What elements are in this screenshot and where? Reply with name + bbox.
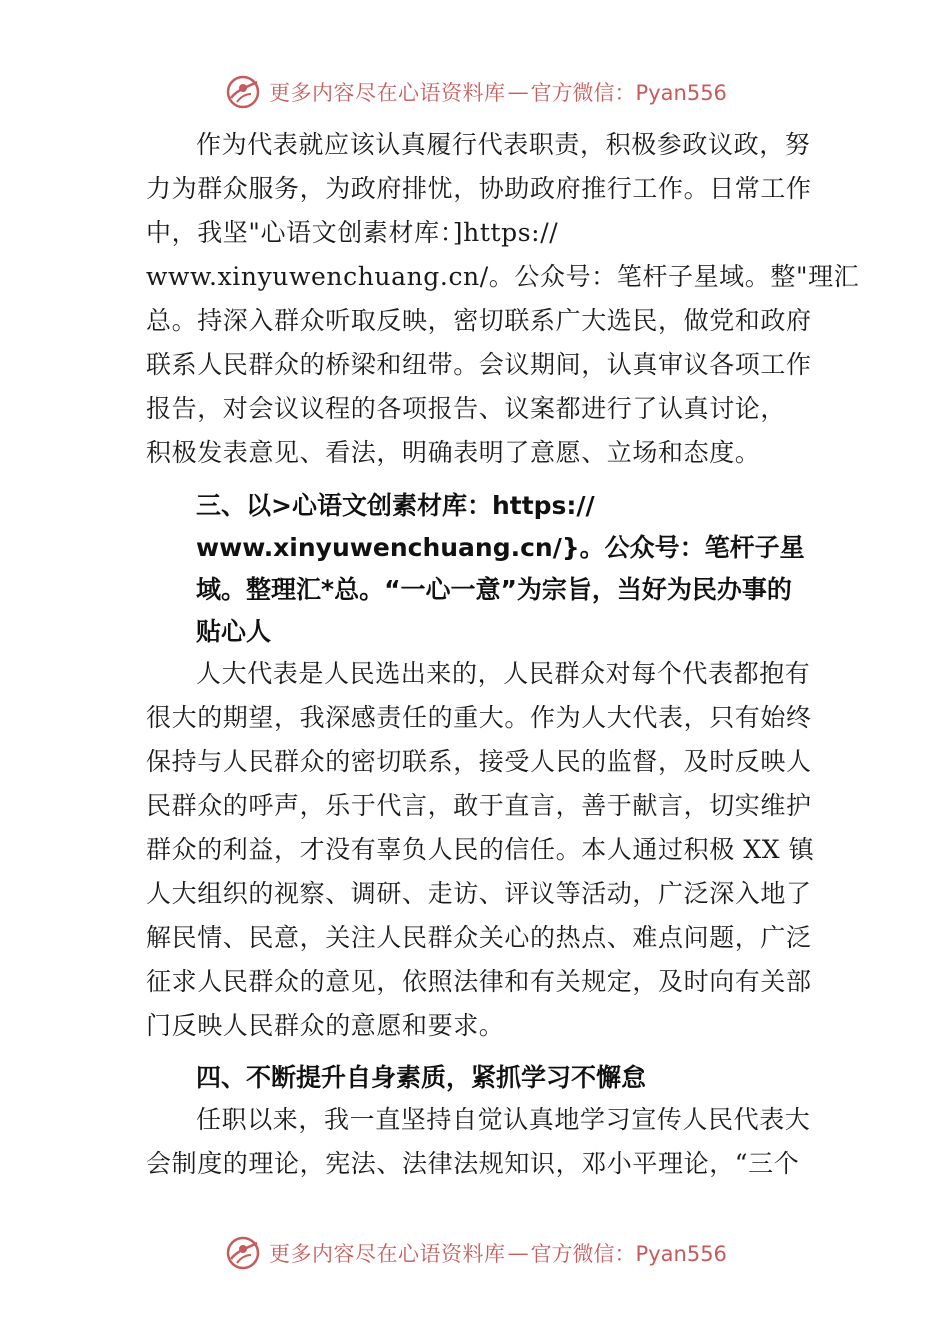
header-banner	[0, 70, 950, 114]
paragraph1-line: 联系人民群众的桥梁和纽带。会议期间，认真审议各项工作	[146, 350, 812, 379]
paragraph1-line: www.xinyuwenchuang.cn/。公众号：笔杆子星域。整"理汇	[146, 262, 860, 291]
paragraph2-line: 群众的利益，才没有辜负人民的信任。本人通过积极 XX 镇	[146, 835, 815, 864]
paragraph2-line: 很大的期望，我深感责任的重大。作为人大代表，只有始终	[146, 703, 812, 732]
paragraph1-line: 力为群众服务，为政府排忧，协助政府推行工作。日常工作	[146, 174, 812, 203]
logo-icon	[223, 1233, 263, 1273]
paragraph1-line: 总。持深入群众听取反映，密切联系广大选民，做党和政府	[146, 306, 812, 335]
section-heading-3: 贴心人	[196, 617, 272, 646]
footer-banner	[0, 1231, 950, 1275]
banner-wechat: 官方微信：Pyan556	[530, 1242, 727, 1266]
banner-text: 更多内容尽在心语资料库	[269, 1242, 506, 1266]
paragraph1-line: 报告，对会议议程的各项报告、议案都进行了认真讨论，	[146, 394, 787, 423]
paragraph2-line: 解民情、民意，关注人民群众关心的热点、难点问题，广泛	[146, 923, 812, 952]
paragraph1-line: 作为代表就应该认真履行代表职责，积极参政议政，努	[196, 130, 811, 159]
section-heading-3: www.xinyuwenchuang.cn/}。公众号：笔杆子星	[196, 533, 805, 562]
section-heading-3: 三、以>心语文创素材库：https://	[196, 491, 595, 520]
paragraph2-line: 人大组织的视察、调研、走访、评议等活动，广泛深入地了	[146, 879, 812, 908]
section-heading-4: 四、不断提升自身素质，紧抓学习不懈怠	[196, 1063, 647, 1092]
banner-text: 更多内容尽在心语资料库	[269, 81, 506, 105]
banner-wechat: 官方微信：Pyan556	[530, 81, 727, 105]
paragraph2-line: 征求人民群众的意见，依照法律和有关规定，及时向有关部	[146, 967, 812, 996]
paragraph2-line: 民群众的呼声，乐于代言，敢于直言，善于献言，切实维护	[146, 791, 812, 820]
paragraph3-line: 任职以来，我一直坚持自觉认真地学习宣传人民代表大	[196, 1105, 811, 1134]
banner-separator: —	[507, 80, 529, 104]
logo-icon	[223, 72, 263, 112]
paragraph1-line: 积极发表意见、看法，明确表明了意愿、立场和态度。	[146, 438, 761, 467]
paragraph2-line: 保持与人民群众的密切联系，接受人民的监督，及时反映人	[146, 747, 812, 776]
paragraph2-line: 人大代表是人民选出来的，人民群众对每个代表都抱有	[196, 659, 811, 688]
paragraph3-line: 会制度的理论，宪法、法律法规知识，邓小平理论，“三个	[146, 1149, 800, 1178]
paragraph1-line: 中，我坚"心语文创素材库：]https://	[146, 218, 559, 247]
section-heading-3: 域。整理汇*总。“一心一意”为宗旨，当好为民办事的	[196, 575, 792, 604]
paragraph2-line: 门反映人民群众的意愿和要求。	[146, 1011, 505, 1040]
banner-separator: —	[507, 1241, 529, 1265]
